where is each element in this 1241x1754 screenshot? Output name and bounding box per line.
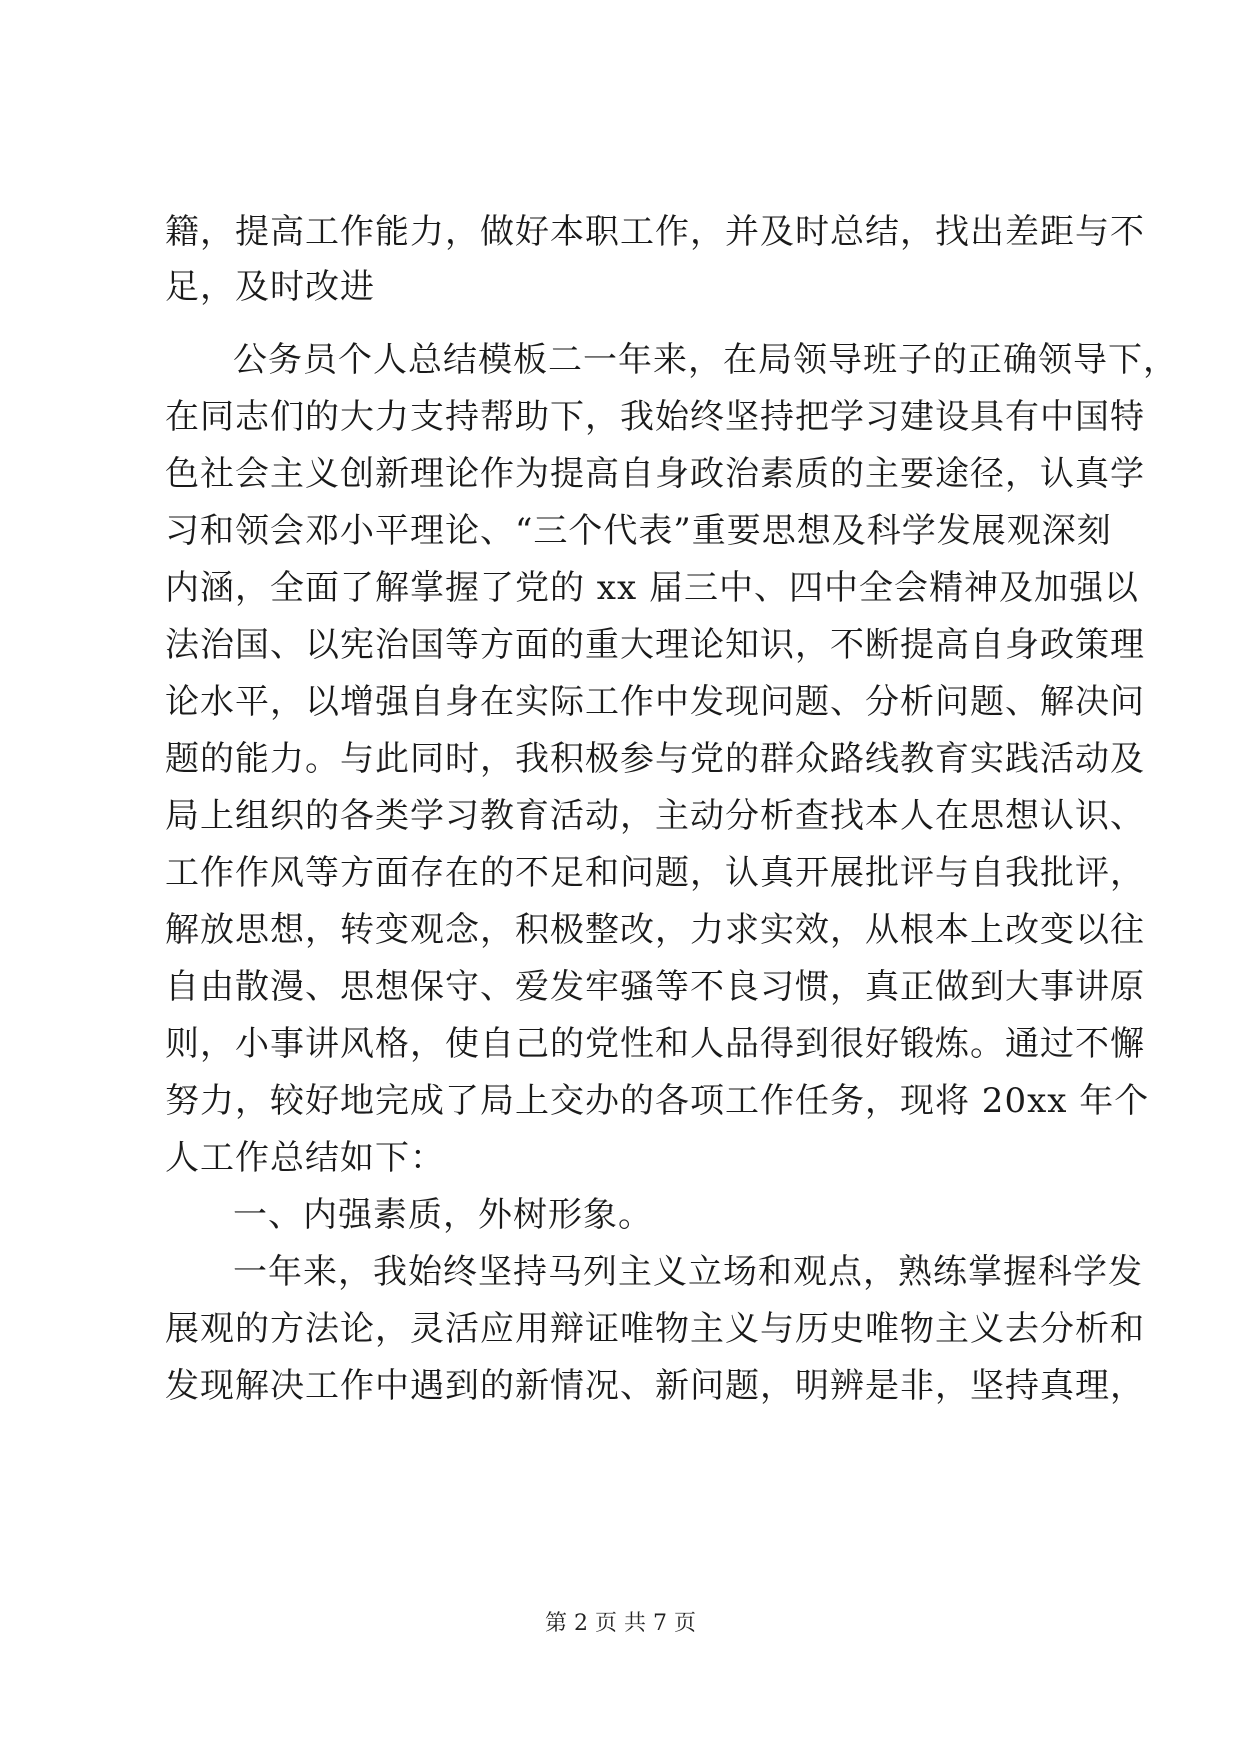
text-line: 人工作总结如下： — [165, 1138, 445, 1178]
text-line: 色社会主义创新理论作为提高自身政治素质的主要途径，认真学 — [165, 454, 1145, 494]
paragraph-start-line: 公务员个人总结模板二一年来，在局领导班子的正确领导下， — [233, 340, 1178, 380]
page-number-footer: 第 2 页 共 7 页 — [545, 1611, 696, 1636]
section-heading: 一、内强素质，外树形象。 — [233, 1195, 653, 1235]
text-line: 解放思想，转变观念，积极整改，力求实效，从根本上改变以往 — [165, 910, 1145, 950]
text-line: 法治国、以宪治国等方面的重大理论知识，不断提高自身政策理 — [165, 625, 1145, 665]
text-line: 局上组织的各类学习教育活动，主动分析查找本人在思想认识、 — [165, 796, 1145, 836]
text-line: 籍，提高工作能力，做好本职工作，并及时总结，找出差距与不 — [165, 212, 1145, 252]
paragraph-start-line: 一年来，我始终坚持马列主义立场和观点，熟练掌握科学发 — [233, 1252, 1143, 1292]
text-line: 展观的方法论，灵活应用辩证唯物主义与历史唯物主义去分析和 — [165, 1309, 1145, 1349]
text-line: 论水平，以增强自身在实际工作中发现问题、分析问题、解决问 — [165, 682, 1145, 722]
text-line: 在同志们的大力支持帮助下，我始终坚持把学习建设具有中国特 — [165, 397, 1145, 437]
text-line: 习和领会邓小平理论、“三个代表”重要思想及科学发展观深刻 — [165, 511, 1112, 551]
text-line: 足，及时改进 — [165, 267, 375, 307]
text-line: 努力，较好地完成了局上交办的各项工作任务，现将 20xx 年个 — [165, 1081, 1150, 1121]
text-line: 题的能力。与此同时，我积极参与党的群众路线教育实践活动及 — [165, 739, 1145, 779]
text-line: 发现解决工作中遇到的新情况、新问题，明辨是非，坚持真理， — [165, 1366, 1145, 1406]
text-line: 内涵，全面了解掌握了党的 xx 届三中、四中全会精神及加强以 — [165, 568, 1139, 608]
text-line: 自由散漫、思想保守、爱发牢骚等不良习惯，真正做到大事讲原 — [165, 967, 1145, 1007]
text-line: 则，小事讲风格，使自己的党性和人品得到很好锻炼。通过不懈 — [165, 1024, 1145, 1064]
text-line: 工作作风等方面存在的不足和问题，认真开展批评与自我批评， — [165, 853, 1145, 893]
